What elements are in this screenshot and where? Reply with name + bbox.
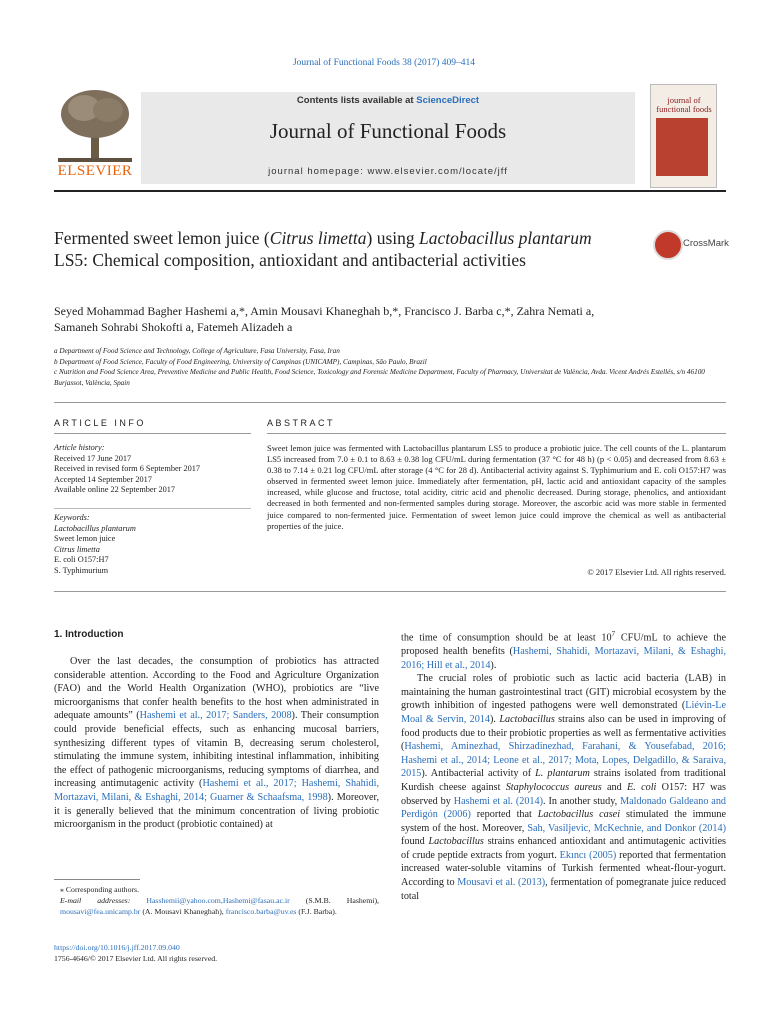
abstract-rule [267,433,726,434]
keyword-item: Lactobacillus plantarum [54,523,136,533]
article-info-rule [54,433,251,434]
history-item: Accepted 14 September 2017 [54,474,152,484]
email-link[interactable]: mousavi@fea.unicamp.br [60,907,141,916]
footnote-rule [54,879,140,880]
authors-line-1: Seyed Mohammad Bagher Hashemi a,*, Amin Mousavi Khaneghah b,*, Francisco J. Barba c,*, Zahra Nemati a, [54,304,595,318]
cover-title: journal of functional foods [656,95,712,114]
affiliation-c: c Nutrition and Food Science Area, Preventive Medicine and Public Health, Food Science, Toxicology and Forensic Medicine Department, Faculty of Pharmacy, Universitat de València, Avda. Vicent Andrés Estellés, s/n 46100 Burjassot, València, Spain [54,368,705,387]
history-item: Received 17 June 2017 [54,453,132,463]
affiliations [54,346,734,388]
journal-citation[interactable]: Journal of Functional Foods 38 (2017) 409–414 [292,58,476,68]
history-item: Received in revised form 6 September 2017 [54,464,201,474]
keywords-rule [54,508,251,509]
sciencedirect-link[interactable]: ScienceDirect [416,95,480,106]
contents-line: Contents lists available at ScienceDirect [296,95,480,106]
keyword-item: E. coli O157:H7 [54,555,109,565]
crossmark-label[interactable]: CrossMark [683,238,729,249]
affiliation-b: b Department of Food Science, Faculty of Food Engineering, University of Campinas (UNICAMP), Campinas, São Paulo, Brazil [54,357,427,366]
keyword-item: S. Typhimurium [54,565,109,575]
citation-link[interactable]: Liévin-Le Moal & Servin, 2014 [401,700,726,725]
article-title: Fermented sweet lemon juice (Citrus limetta) using Lactobacillus plantarum LS5: Chemical composition, antioxidant and antibacterial activities [54,228,592,270]
abstract-copyright: © 2017 Elsevier Ltd. All rights reserved. [587,567,726,577]
body-rule [54,591,726,592]
journal-homepage[interactable]: journal homepage: www.elsevier.com/locate/jff [268,166,508,177]
body-column-right: the time of consumption should be at least $10^7$ CFU/mL to achieve the proposed health benefits (Hashemi, Shahidi, Mortazavi, Milani, & Eshaghi, 2016; Hill et al., 2014). The crucial roles of probiotic such as lactic acid bacteria (LAB) in maintaining the human gastrointestinal tract (GIT) microbial ecosystem by the growth inhibition of ingested pathogens were well demonstrated (Liévin-Le Moal & Servin, 2014). Lactobacillus strains also can be used in improving of food products due to their probiotic properties as well as fermentative activities (Hashemi, Aminezhad, Shirzadinezhad, Farahani, & Yousefabad, 2016; Hashemi et al., 2014; Leone et al., 2017; Mota, Lopes, Delgadillo, & Saraiva, 2015). Antibacterial activity of L. plantarum strains isolated from traditional Kurdish cheese against Staphylococcus aureus and E. coli O157: H7 was observed by Hashemi et al. (2014). In another study, Maldonado Galdeano and Perdigón (2006) reported that Lactobacillus casei stimulated the immune system of the host. Moreover, Sah, Vasiljevic, McKechnie, and Donkor (2014) found Lactobacillus strains enhanced antioxidant and antimutagenic activities of crude peptide extracts from yogurt. Ekıncı (2005) reported that fermentation increased water-soluble vitamins of Turkish fermented wheat-flour-yogurt. According to Mousavi et al. (2013), fermentation of pomegranate juice reduced total [401,630,727,902]
author-list [54,303,734,335]
keyword-item: Citrus limetta [54,544,100,554]
keywords: Keywords: Lactobacillus plantarum Sweet lemon juice Citrus limetta E. coli O157:H7 S. Typhimurium [54,513,254,577]
journal-name: Journal of Functional Foods [269,119,507,143]
citation-link[interactable]: Hashemi, Shahidi, Mortazavi, Milani, & Eshaghi, 2016; Hill et al., 2014 [401,645,726,671]
authors-line-2: Samaneh Sohrabi Shokofti a, Fatemeh Alizadeh a [54,320,293,334]
article-history: Article history: Received 17 June 2017 Received in revised form 6 September 2017 Accepted 14 September 2017 Available online 22 September 2017 [54,443,254,496]
citation-link[interactable]: Hashemi, Aminezhad, Shirzadinezhad, Farahani, & Yousefabad, 2016; Hashemi et al., 2014; Leone et al., 2017; Mota, Lopes, Delgadillo, & Saraiva, 2015 [401,741,726,780]
email-link[interactable]: francisco.barba@uv.es [225,907,297,916]
introduction-heading: 1. Introduction [54,629,124,640]
body-column-left: Over the last decades, the consumption of probiotics has attracted considerable attention. According to the Food and Agriculture Organization (FAO) and the World Health Organization (WHO), probiotics are “live microorganisms that confer health benefits to the host when administrated in adequate amounts” (Hashemi et al., 2017; Sanders, 2008). Their consumption could provide beneficial effects, such as enhancing mucosal barriers, synthesizing different types of vitamin B, decreasing serum cholesterol, stimulating the immune system, inhibiting intestinal inflammation, inhibiting the effect of pathogenic microorganisms, reducing symptoms of diarrhea, and increasing antimutagenic activity (Hashemi et al., 2017; Hashemi, Shahidi, Mortazavi, Milani, & Eshaghi, 2014; Guarner & Schaafsma, 1998). Moreover, it is generally believed that the minimum concentration of living probiotic microorganism in the product (probiotic contained) at [54,656,380,831]
keyword-item: Sweet lemon juice [54,534,116,544]
elsevier-wordmark: ELSEVIER [57,163,133,179]
corresponding-footnote: ⁎ Corresponding authors. E-mail addresses: Hasshemii@yahoo.com,Hashemi@fasau.ac.ir (S.M.B. Hashemi), mousavi@fea.unicamp.br (A. Mousavi Khaneghah), francisco.barba@uv.es (F.J. Barba). [60,885,379,916]
header-rule [54,190,726,192]
affiliation-a: a Department of Food Science and Technology, College of Agriculture, Fasa University, Fasa, Iran [54,347,340,355]
article-info-heading: ARTICLE INFO [54,418,146,428]
section-rule [54,402,726,403]
citation-link[interactable]: Sah, Vasiljevic, McKechnie, and Donkor (2014) [527,822,726,834]
citation-link[interactable]: Maldonado Galdeano and Perdigón (2006) [401,795,727,821]
citation-link[interactable]: Hashemi et al., 2017; Hashemi, Shahidi, Mortazavi, Milani, & Eshaghi, 2014; Guarner & Schaafsma, 1998 [54,778,379,803]
cover-image [656,118,708,176]
abstract-text: Sweet lemon juice was fermented with Lactobacillus plantarum LS5 to produce a probiotic juice. The cell counts of the L. plantarum LS5 increased from 7.0 ± 0.1 to 8.63 ± 0.38 log CFU/mL during fermentation (37 °C for 48 h) (p < 0.05) and decreased from 8.63 ± 0.38 to 7.14 ± 0.21 log CFU/mL after storage (4 °C for 28 d). Antibacterial activity against S. Typhimurium and E. coli O157:H7 was observed in fermented sweet lemon juice. Immediately after fermentation, pH, lactic acid and antioxidant capacity of the samples increased, while glucose and fructose, total acidity, citric acid and phenolic decreased. During storage, phenolics, and antioxidant decreased in both fermented and non-fermented samples during storage. Moreover, the ascorbic acid was more stable in fermented juice compared to non-fermented juice. Fermentation of sweet lemon juice could improve the chemical as well as antibacterial properties of the juice. [267,443,726,531]
abstract-heading: ABSTRACT [267,418,336,428]
citation-link[interactable]: Ekıncı (2005) [559,849,617,861]
doi-block [54,942,379,964]
citation-link[interactable]: Mousavi et al. (2013) [457,877,546,889]
history-item: Available online 22 September 2017 [54,485,176,495]
citation-link[interactable]: Hashemi et al., 2017; Sanders, 2008 [139,710,292,722]
citation-link[interactable]: Hashemi et al. (2014) [453,795,544,807]
doi-link[interactable]: https://doi.org/10.1016/j.jff.2017.09.040 [54,943,180,952]
issn-line: 1756-4646/© 2017 Elsevier Ltd. All rights reserved. [54,954,218,963]
email-link[interactable]: Hasshemii@yahoo.com,Hashemi@fasau.ac.ir [146,896,290,905]
crossmark-icon[interactable] [653,230,683,260]
